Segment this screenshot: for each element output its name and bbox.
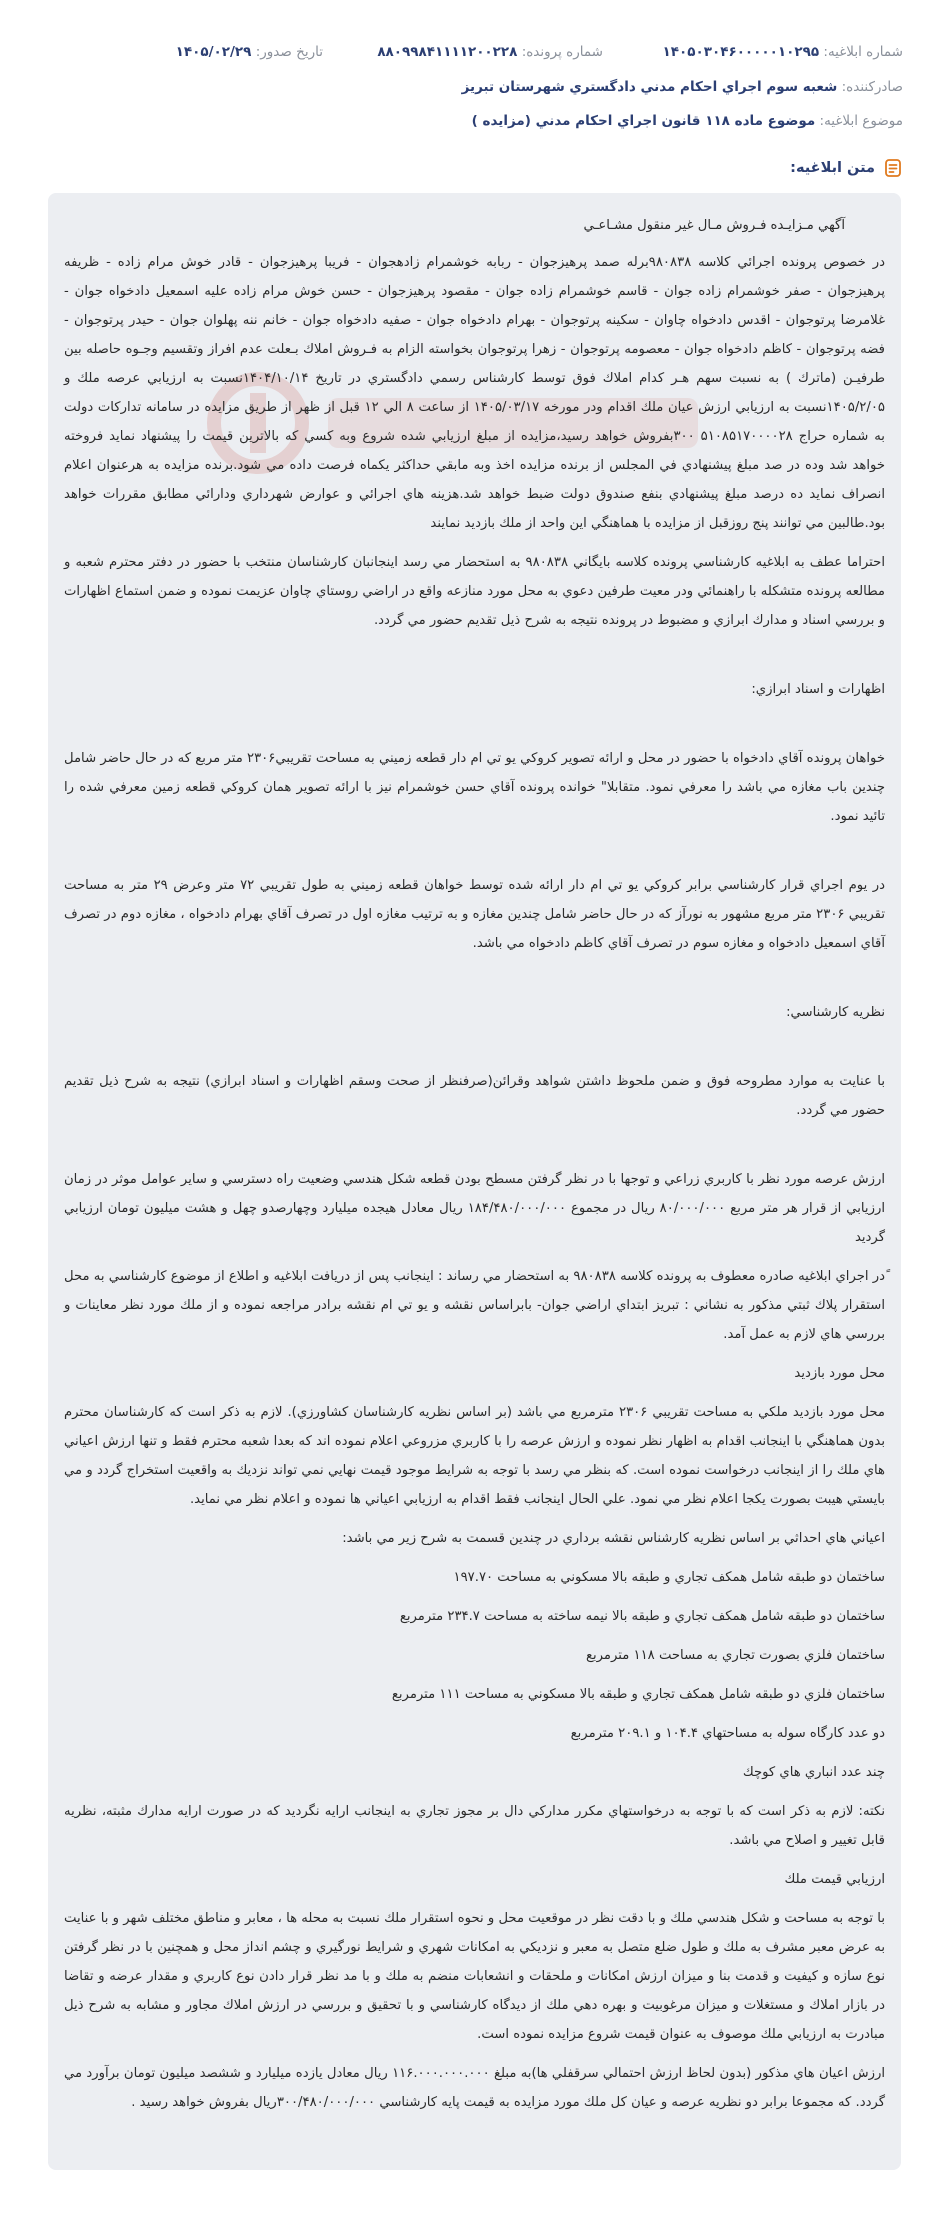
paragraph-buildings-intro: اعياني هاي احداثي بر اساس نظريه كارشناس نقشه برداري در چندين قسمت به شرح زير مي باشد: [342, 1531, 885, 1546]
paragraph-statements: خواهان پرونده آقاي دادخواه با حضور در محل و ارائه تصوير كروكي يو تي ام دار قطعه زميني به مساحت تقريبي۲۳۰۶ متر مربع كه در حال حاضر شامل چندين باب مغازه مي باشد را معرفي نمود. متقابلا" خوانده پرونده آقاي حسن خوشمرام نيز با ارائه تصوير همان كروكي قطعه زمين معرفي شده را تائيد نمود. [64, 751, 885, 824]
section-title: متن ابلاغیه: [790, 160, 875, 176]
paragraph-final-value: ارزش اعيان هاي مذكور (بدون لحاظ ارزش احتمالي سرقفلي ها)به مبلغ ۱۱۶.۰۰۰.۰۰۰.۰۰۰ ريال معادل يازده ميليارد و ششصد ميليون تومان برآورد مي گردد. كه مجموعا برابر دو نظريه عرصه و عيان كل ملك مورد مزايده به قيمت پايه كارشناسي ۳۰۰/۴۸۰/۰۰۰/۰۰۰ريال بفروش خواهد رسيد . [64, 2066, 885, 2110]
list-item: ساختمان دو طبقه شامل همكف تجاري و طبقه بالا مسكوني به مساحت ۱۹۷.۷۰ [453, 1570, 885, 1585]
paragraph-visited-place: محل مورد بازديد ملكي به مساحت تقريبي ۲۳۰۶ مترمربع مي باشد (بر اساس نظريه كارشناسان كشاورزي). لازم به ذكر است كه كارشناسان محترم بدون هماهنگي با اينجانب اقدام به اظهار نظر نموده و ارزش عرصه را با كاربري مزروعي اعلام نموده اند كه بعدا شعبه محترم فقط و تنها ارزش اعياني هاي ملك را از اينجانب درخواست نموده است. كه بنظر مي رسد با توجه به شرايط موجود قيمت نهايي نمي تواند نزديك به واقعيت استخراج گردد و مي بايستي هيبت بصورت يكجا اعلام نظر مي نمود. علي الحال اينجانب فقط اقدام به ارزيابي اعياني ها نموده و اعلام نظر مي نمايد. [64, 1405, 885, 1507]
list-item: چند عدد انباري هاي كوچك [742, 1765, 885, 1780]
issue-date: تاریخ صدور: ۱۴۰۵/۰۲/۲۹ [175, 44, 323, 60]
document-icon [883, 158, 903, 178]
heading-visited-place: محل مورد بازديد [794, 1366, 885, 1381]
notice-number: شماره ابلاغیه: ۱۴۰۵۰۳۰۴۶۰۰۰۰۰۱۰۲۹۵ [662, 44, 903, 60]
notice-body [64, 211, 885, 2127]
file-number: شماره پرونده: ۸۸۰۹۹۸۴۱۱۱۱۲۰۰۲۲۸ [377, 44, 603, 60]
list-item: ساختمان فلزي دو طبقه شامل همكف تجاري و طبقه بالا مسكوني به مساحت ۱۱۱ مترمربع [391, 1687, 885, 1702]
notice-body-card [48, 193, 901, 2170]
subject-row: موضوع ابلاغیه: موضوع ماده ۱۱۸ قانون اجراي احكام مدني (مزايده ) [471, 113, 903, 129]
list-item: ساختمان فلزي بصورت تجاري به مساحت ۱۱۸ مترمربع [585, 1648, 885, 1663]
list-item: ساختمان دو طبقه شامل همكف تجاري و طبقه بالا نيمه ساخته به مساحت ۲۳۴.۷ مترمربع [399, 1609, 885, 1624]
heading-valuation: ارزيابي قيمت ملك [784, 1872, 885, 1887]
paragraph-opinion: با عنايت به موارد مطروحه فوق و ضمن ملحوظ داشتن شواهد وقرائن(صرفنظر از صحت وسقم اظهارات و اسناد ابرازي) نتيجه به شرح ذيل تقديم حضور مي گردد. [64, 1074, 885, 1118]
paragraph-inspection: ًدر اجراي ابلاغيه صادره معطوف به پرونده كلاسه ۹۸۰۸۳۸ به استحضار مي رساند : اينجانب پس از دريافت ابلاغيه و اطلاع از موضوع كارشناسي به محل استقرار پلاك ثبتي مذكور به نشاني : تبريز ابتداي اراضي جوان- بابراساس نقشه و يو تي ام نقشه برادر مراجعه نموده و از ملك مورد نظر معاينات و بررسي هاي لازم به عمل آمد. [64, 1269, 886, 1342]
paragraph-expert-intro: احتراما عطف به ابلاغيه كارشناسي پرونده كلاسه بايگاني ۹۸۰۸۳۸ به استحضار مي رسد اينجانبان كارشناسان منتخب با حضور در دفتر محترم شعبه و مطالعه پرونده متشكله با راهنمائي ودر معيت طرفين دعوي به محل مورد منازعه واقع در اراضي روستاي چاوان عزيمت نموده و ضمن استماع اظهارات و بررسي اسناد و مدارك ابرازي و مضبوط در پرونده نتيجه به شرح ذيل تقديم حضور مي گردد. [64, 555, 885, 628]
paragraph-auction: در خصوص پرونده اجرائي كلاسه ۹۸۰۸۳۸برله صمد پرهيزجوان - ربابه خوشمرام زادهجوان - فريبا پرهيزجوان - قادر خوش مرام زاده - ظريفه پرهيزجوان - صفر خوشمرام زاده جوان - قاسم خوشمرام زاده جوان - مقصود پرهيزجوان - حسن خوش مرام زاده عليه اسمعيل دادخواه جوان - غلامرضا پرتوجوان - اقدس دادخواه چاوان - سكينه پرتوجوان - بهرام دادخواه جوان - صفيه دادخواه جوان - خانم ننه پهلوان جوان - حيدر پرتوجوان - فضه پرتوجوان - كاظم دادخواه جوان - معصومه پرتوجوان - زهرا پرتوجوان بخواسته الزام به فـروش املاك بـعلت عدم افراز وتقسيم وجـوه حاصله بين طرفيـن (ماترك ) به نسبت سهم هـر كدام املاك فوق توسط كارشناس رسمي دادگستري در تاريخ ۱۴۰۴/۱۰/۱۴نسبت به ارزيابي عرصه ملك و ۱۴۰۵/۲/۰۵نسبت به ارزيابي ارزش عيان ملك اقدام ودر مورخه ۱۴۰۵/۰۳/۱۷ از ساعت ۸ الي ۱۲ قبل از ظهر از طريق مزايده در سامانه تداركات دولت به شماره حراج ۵۱۰۸۵۱۷۰۰۰۰۲۸ ۳۰۰بفروش خواهد رسيد،مزايده از مبلغ ارزيابي شده شروع وبه كسي كه بالاترين قيمت را پيشنهاد نمايد فروخته خواهد شد وده در صد مبلغ پيشنهادي في المجلس از برنده مزايده اخذ وبه مابقي حداكثر يكماه فرصت داده مي شود.برنده مزايده به هرعنوان اعلام انصراف نمايد ده درصد مبلغ پيشنهادي بنفع صندوق دولت ضبط خواهد شد.هزينه هاي اجرائي و عوارض شهرداري ودارائي مطابق مقررات خواهد بود.طالبين مي توانند پنج روزقبل از مزايده با هماهنگي اين واحد از ملك بازديد نمايند [64, 255, 885, 531]
paragraph-valuation: با توجه به مساحت و شكل هندسي ملك و با دقت نظر در موقعيت محل و نحوه استقرار ملك نسبت به محله ها ، معابر و مناطق مختلف شهر و با عنايت به عرض معبر مشرف به ملك و طول ضلع متصل به معبر و نزديكي به امكانات شهري و شرايط نورگيري و چشم انداز محل و همچنين با در نظر گرفتن نوع سازه و كيفيت و قدمت بنا و ميزان ارزش امكانات و ملحقات و انشعابات منضم به ملك و با مد نظر قرار دادن نوع كاربري و مقدار عرضه و تقاضا در بازار املاك و مستغلات و ميزان مرغوبيت و بهره دهي ملك از ديدگاه كارشناسي و با تحقيق و بررسي در ارزش املاك مجاور و مشابه به شرح ذيل مبادرت به ارزيابي ملك موصوف به عنوان قيمت شروع مزايده نموده است. [64, 1911, 885, 2042]
paragraph-site-visit: در يوم اجراي قرار كارشناسي برابر كروكي يو تي ام دار ارائه شده توسط خواهان قطعه زميني به طول تقريبي ۷۲ متر وعرض ۲۹ متر به مساحت تقريبي ۲۳۰۶ متر مربع مشهور به نورآز كه در حال حاضر شامل چندين مغازه و به ترتيب مغازه اول در تصرف آقاي بهرام دادخواه ، مغازه دوم در تصرف آقاي اسمعيل دادخواه و مغازه سوم در تصرف آقاي كاظم دادخواه مي باشد. [64, 878, 885, 951]
body-heading: آگهي مـزايـده فـروش مـال غير منقول مشـاعـي [583, 218, 845, 233]
issuer-row: صادرکننده: شعبه سوم اجراي احكام مدني دادگستري شهرستان تبريز [461, 79, 903, 95]
list-item: دو عدد كارگاه سوله به مساحتهاي ۱۰۴.۴ و ۲۰۹.۱ مترمربع [570, 1726, 885, 1741]
paragraph-note: نكته: لازم به ذكر است كه با توجه به درخواستهاي مكرر مداركي دال بر مجوز تجاري به اينجانب ارايه نگرديد كه در صورت ارايه مدارك مثبته، نظريه قابل تغيير و اصلاح مي باشد. [64, 1804, 885, 1848]
heading-opinion: نظريه كارشناسي: [786, 1005, 885, 1020]
notice-text-header [790, 158, 903, 178]
heading-statements: اظهارات و اسناد ابرازي: [751, 682, 885, 697]
paragraph-land-value: ارزش عرصه مورد نظر با كاربري زراعي و توجها با در نظر گرفتن مسطح بودن قطعه شكل هندسي وضعيت راه دسترسي و ساير عوامل موثر در زمان ارزيابي از قرار هر متر مربع ۸۰/۰۰۰/۰۰۰ ريال در مجموع ۱۸۴/۴۸۰/۰۰۰/۰۰۰ ريال معادل هيجده ميليارد وچهارصدو چهل و هشت ميليون تومان ارزيابي گرديد [64, 1172, 885, 1245]
